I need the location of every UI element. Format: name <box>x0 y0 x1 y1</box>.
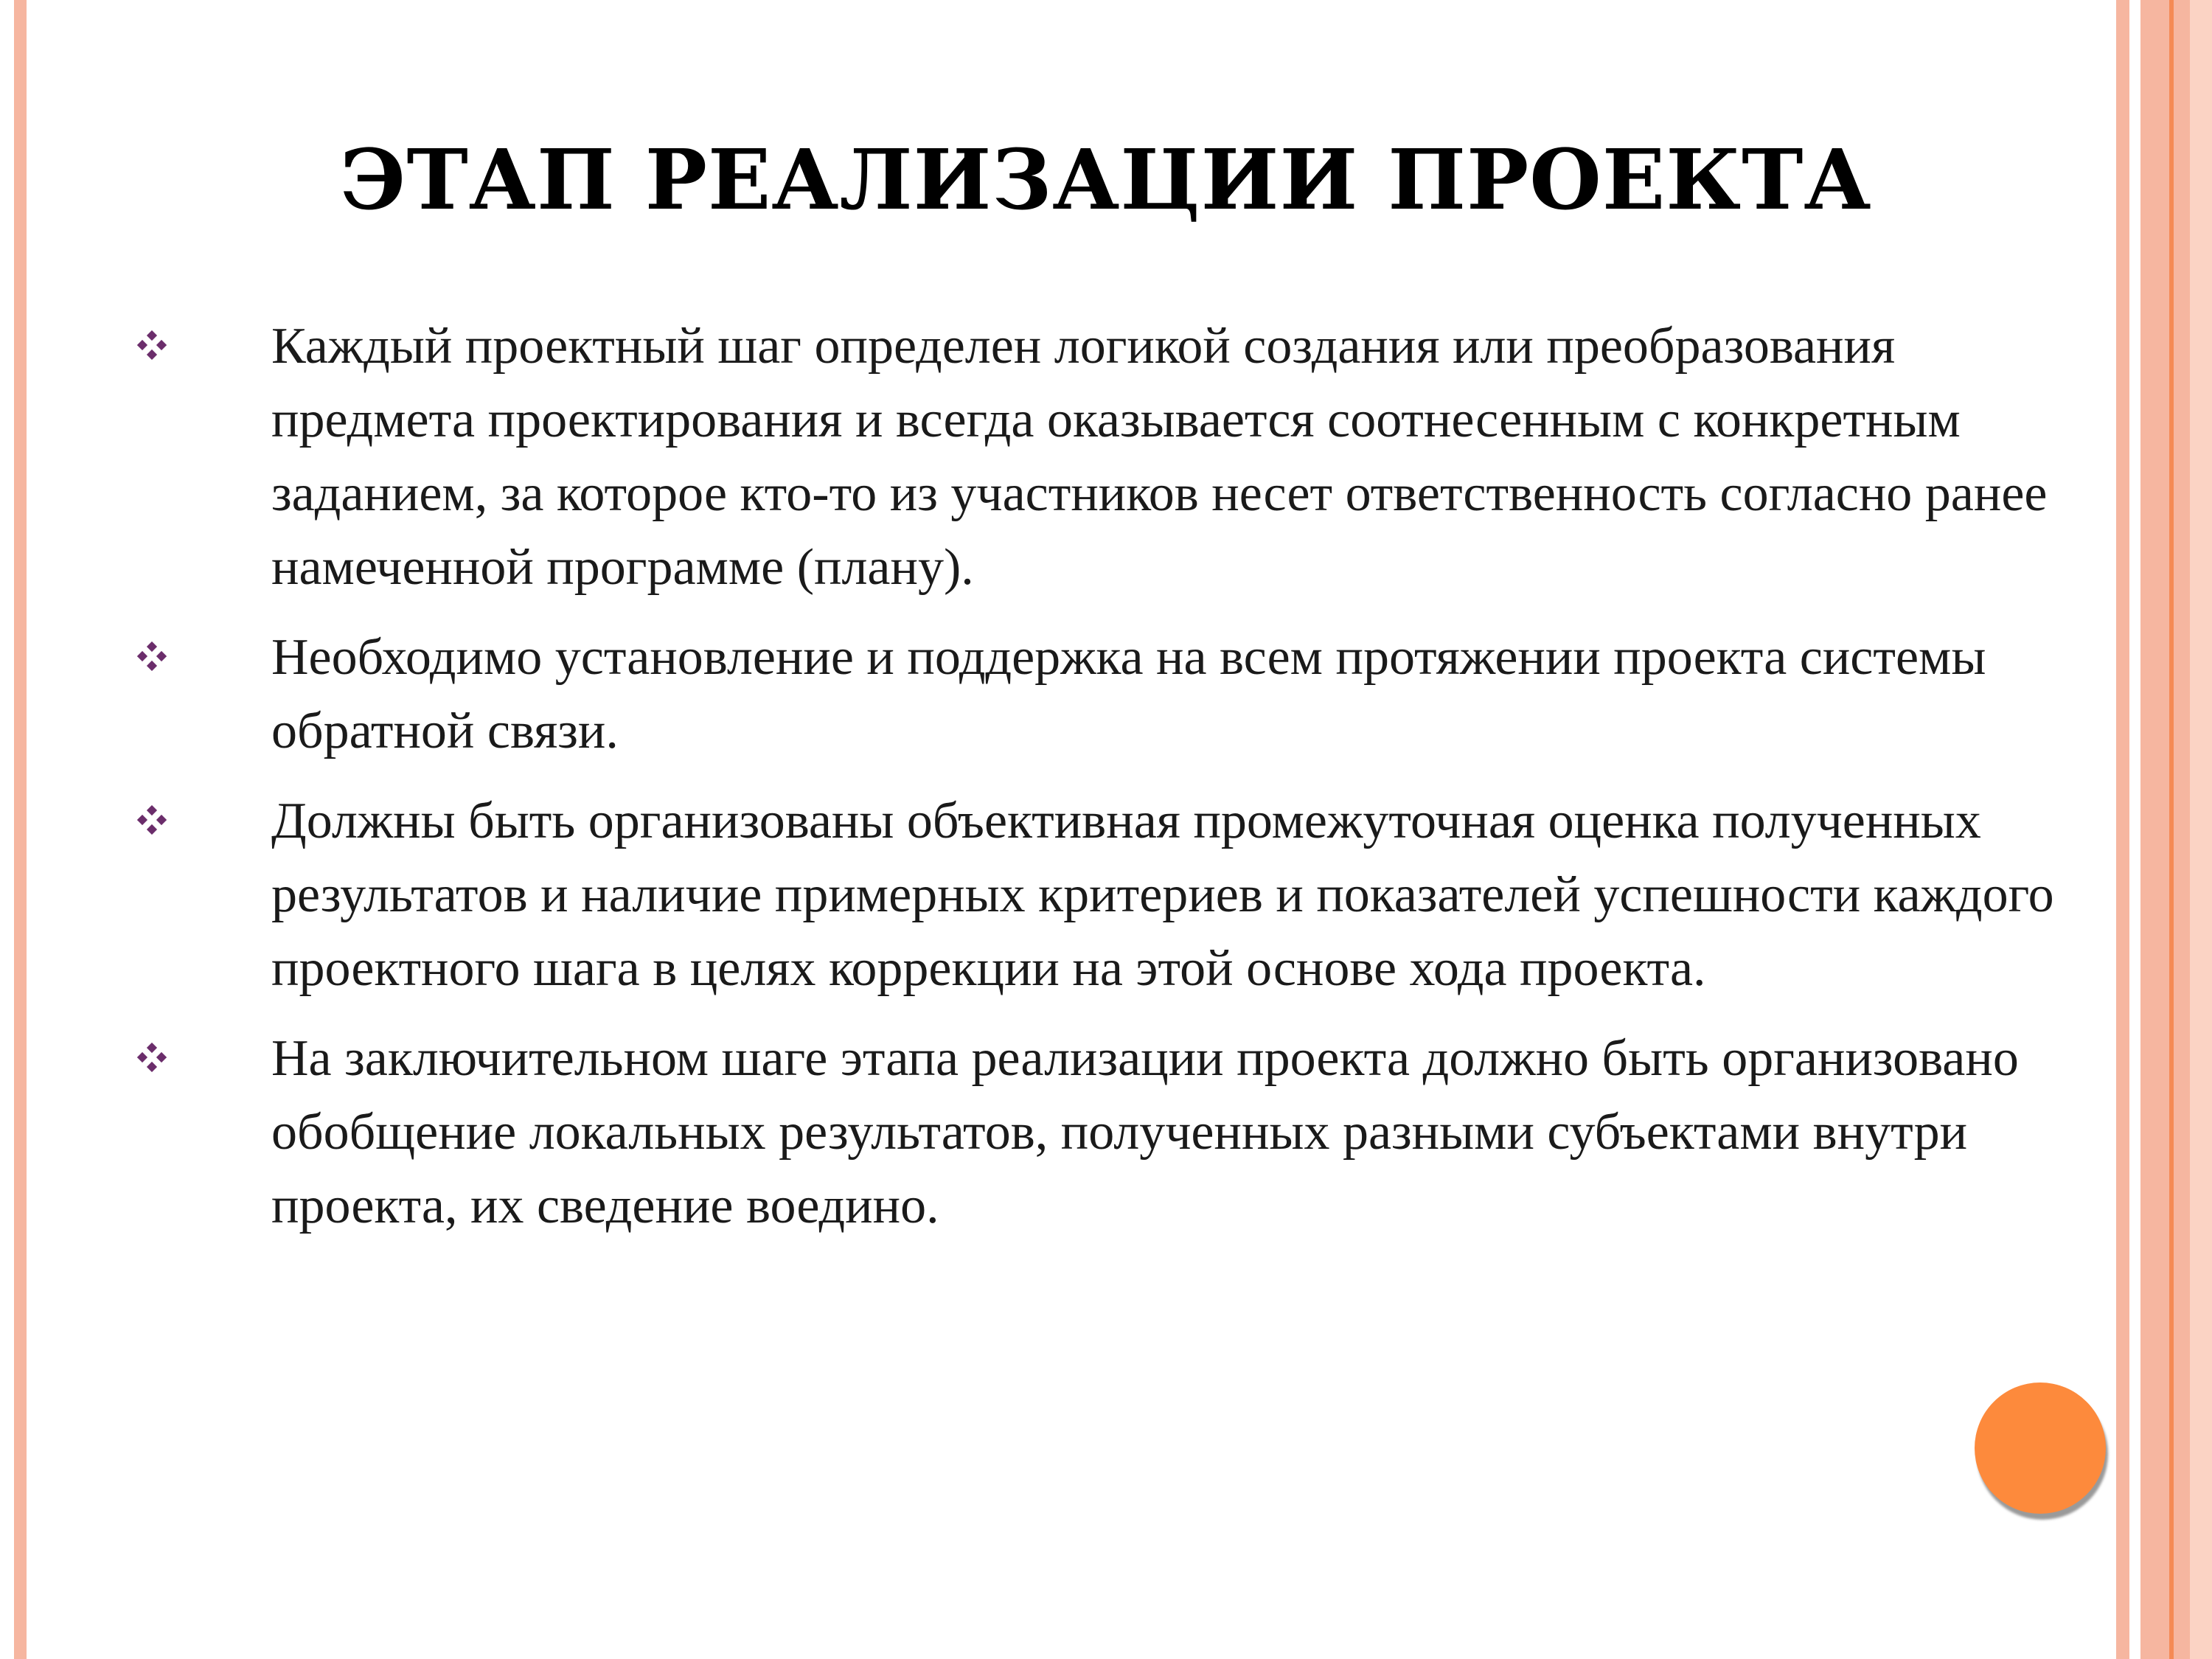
bullet-item <box>0 1022 2109 1243</box>
diamond-bullet-icon <box>137 330 167 360</box>
bullet-text: На заключительном шаге этапа реализации проекта должно быть организовано обобщение локальных результатов, полученных разными субъектами внутри проекта, их сведение воедино. <box>271 1030 2019 1234</box>
diamond-bullet-icon <box>137 641 167 671</box>
bullet-item <box>0 785 2109 1006</box>
bullet-item <box>0 621 2100 768</box>
right-decor-edge <box>2190 0 2212 1659</box>
right-decor-line <box>2169 0 2174 1659</box>
bullet-item <box>0 310 2109 605</box>
right-decor-stripe <box>2116 0 2129 1659</box>
bullet-text: Каждый проектный шаг определен логикой создания или преобразования предмета проектирования и всегда оказывается соотнесенным с конкретным заданием, за которое кто-то из участников несет ответственность согласно ранее намеченной программе (плану). <box>271 318 2048 596</box>
right-decor-gap <box>2129 0 2140 1659</box>
slide-title: ЭТАП РЕАЛИЗАЦИИ ПРОЕКТА <box>340 132 1872 229</box>
right-decor-band <box>2140 0 2190 1659</box>
diamond-bullet-icon <box>137 1043 167 1072</box>
diamond-bullet-icon <box>137 805 167 835</box>
bullet-text: Необходимо установление и поддержка на всем протяжении проекта системы обратной связи. <box>271 629 1986 759</box>
orange-circle-decor <box>1975 1382 2106 1514</box>
bullet-text: Должны быть организованы объективная промежуточная оценка полученных результатов и наличие примерных критериев и показателей успешности каждого проектного шага в целях коррекции на этой основе хода проекта. <box>271 793 2054 997</box>
bullet-list <box>0 310 2109 1259</box>
